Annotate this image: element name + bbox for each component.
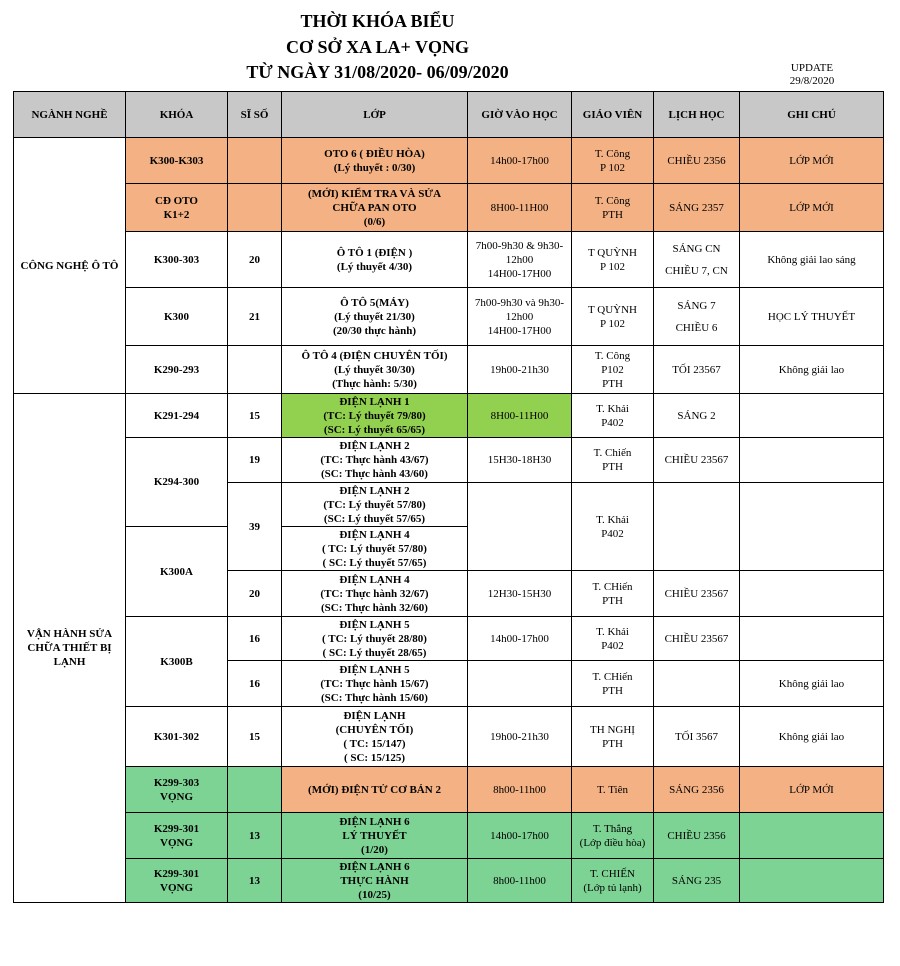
cell-line: TỐI 23567 bbox=[672, 363, 721, 376]
cell-line: 19h00-21h30 bbox=[490, 363, 549, 376]
cell-khoa bbox=[126, 184, 228, 232]
cell-line: (SC: Lý thuyết 57/65) bbox=[323, 512, 426, 525]
table-row bbox=[14, 707, 884, 767]
table-row bbox=[14, 138, 884, 184]
header-lop: LỚP bbox=[282, 92, 468, 138]
cell-line: T. Công bbox=[594, 147, 631, 160]
title-line-1: THỜI KHÓA BIỂU bbox=[300, 11, 455, 31]
cell-line: Ô TÔ 4 (ĐIỆN CHUYÊN TỐI) bbox=[301, 349, 448, 362]
cell-line: P102 bbox=[601, 363, 624, 376]
cell-lop bbox=[282, 571, 468, 617]
cell-line: ĐIỆN LẠNH 6 bbox=[339, 815, 410, 828]
cell-line: ĐIỆN LẠNH 5 bbox=[339, 618, 410, 631]
cell-gio bbox=[468, 617, 572, 661]
cell-gio bbox=[468, 394, 572, 438]
cell-ghichu bbox=[740, 571, 884, 617]
cell-lichhoc bbox=[654, 813, 740, 859]
cell-line: (0/6) bbox=[363, 215, 386, 228]
cell-lichhoc bbox=[654, 661, 740, 707]
cell-line: TỐI 3567 bbox=[674, 730, 719, 743]
cell-line: VỌNG bbox=[160, 790, 193, 803]
cell-khoa: K290-293 bbox=[126, 346, 228, 394]
cell-ghichu bbox=[740, 813, 884, 859]
cell-line: 14H00-17H00 bbox=[487, 324, 552, 337]
cell-giaovien bbox=[572, 232, 654, 288]
cell-siso: 13 bbox=[228, 859, 282, 903]
header-khoa: KHÓA bbox=[126, 92, 228, 138]
cell-lichhoc bbox=[654, 438, 740, 483]
cell-line: Ô TÔ 1 (ĐIỆN ) bbox=[336, 246, 413, 259]
cell-ghichu bbox=[740, 617, 884, 661]
cell-giaovien bbox=[572, 617, 654, 661]
cell-siso: 20 bbox=[228, 571, 282, 617]
cell-line: 8h00-11h00 bbox=[493, 874, 546, 887]
cell-siso: 39 bbox=[228, 483, 282, 571]
cell-line: Ô TÔ 5(MÁY) bbox=[340, 296, 409, 309]
cell-lichhoc bbox=[654, 232, 740, 288]
cell-line: 12h00 bbox=[505, 253, 534, 266]
cell-lichhoc bbox=[654, 767, 740, 813]
cell-line: P 102 bbox=[600, 260, 625, 273]
cell-line: CHIỀU 23567 bbox=[664, 454, 729, 466]
cell-line: P 102 bbox=[600, 161, 625, 174]
cell-giaovien bbox=[572, 438, 654, 483]
cell-line: CHIỀU 7, CN bbox=[665, 264, 728, 277]
cell-line: CHIỀU 2356 bbox=[667, 154, 726, 167]
cell-line: CHIỀU 2356 bbox=[667, 829, 726, 842]
cell-line: ĐIỆN LẠNH 1 bbox=[339, 395, 410, 408]
update-label: UPDATE bbox=[790, 62, 834, 74]
cell-line: THỰC HÀNH bbox=[340, 874, 409, 887]
cell-line: CĐ OTO bbox=[155, 194, 198, 207]
cell-lop bbox=[282, 232, 468, 288]
cell-lop bbox=[282, 527, 468, 571]
cell-ghichu: Không giải lao bbox=[740, 661, 884, 707]
cell-ghichu bbox=[740, 483, 884, 571]
table-row bbox=[14, 859, 884, 903]
cell-gio bbox=[468, 288, 572, 346]
cell-lop bbox=[282, 483, 468, 527]
title-line-3: TỪ NGÀY 31/08/2020- 06/09/2020 bbox=[246, 62, 509, 82]
cell-line: OTO 6 ( ĐIỀU HÒA) bbox=[324, 147, 425, 160]
cell-line: T QUỲNH bbox=[588, 303, 637, 316]
cell-siso bbox=[228, 138, 282, 184]
cell-lop bbox=[282, 438, 468, 483]
cell-line: 14h00-17h00 bbox=[490, 829, 549, 842]
cell-line: (1/20) bbox=[361, 843, 388, 856]
cell-gio bbox=[468, 571, 572, 617]
cell-khoa: K300 bbox=[126, 288, 228, 346]
cell-ghichu bbox=[740, 438, 884, 483]
header-ghichu: GHI CHÚ bbox=[740, 92, 884, 138]
cell-siso bbox=[228, 767, 282, 813]
cell-line: (MỚI) ĐIỆN TỬ CƠ BẢN 2 bbox=[308, 783, 441, 796]
cell-lop bbox=[282, 707, 468, 767]
cell-khoa: K300-303 bbox=[126, 232, 228, 288]
cell-line: SÁNG 2 bbox=[677, 409, 716, 422]
cell-giaovien bbox=[572, 394, 654, 438]
cell-lichhoc bbox=[654, 617, 740, 661]
cell-line: ĐIỆN LẠNH 5 bbox=[339, 663, 410, 676]
cell-line: (SC: Lý thuyết 65/65) bbox=[323, 423, 426, 436]
cell-line: (Lý thuyết 21/30) bbox=[334, 310, 415, 323]
cell-line: LÝ THUYẾT bbox=[342, 829, 407, 842]
cell-gio bbox=[468, 661, 572, 707]
cell-gio bbox=[468, 138, 572, 184]
cell-line: 12H30-15H30 bbox=[487, 587, 552, 600]
cell-line: 8H00-11H00 bbox=[490, 201, 549, 214]
cell-line: T. Khải bbox=[596, 402, 629, 415]
table-row bbox=[14, 813, 884, 859]
cell-line: (MỚI) KIỂM TRA VÀ SỬA bbox=[307, 187, 442, 200]
cell-lop bbox=[282, 661, 468, 707]
header-row bbox=[14, 92, 884, 138]
cell-line: SÁNG 2356 bbox=[669, 783, 724, 796]
cell-line: K299-303 bbox=[153, 776, 200, 789]
cell-line: T. Khải bbox=[596, 513, 629, 526]
cell-line: VỌNG bbox=[160, 836, 193, 849]
cell-line: (20/30 thực hành) bbox=[333, 324, 416, 337]
cell-line: (CHUYÊN TỐI) bbox=[335, 723, 414, 736]
cell-line: (Lý thuyết 4/30) bbox=[336, 260, 413, 273]
update-date: 29/8/2020 bbox=[789, 75, 835, 87]
cell-line: PTH bbox=[602, 684, 623, 697]
cell-line: 14h00-17h00 bbox=[490, 154, 549, 167]
schedule-table bbox=[13, 91, 884, 903]
cell-gio bbox=[468, 859, 572, 903]
cell-line: SÁNG 7 bbox=[677, 299, 716, 312]
major-lanh: VẬN HÀNH SỬA CHỮA THIẾT BỊ LẠNH bbox=[14, 394, 126, 903]
cell-line: CHIỀU 23567 bbox=[664, 587, 729, 600]
cell-line: (SC: Thực hành 43/60) bbox=[321, 468, 428, 480]
cell-ghichu: LỚP MỚI bbox=[740, 767, 884, 813]
cell-lop bbox=[282, 288, 468, 346]
table-row bbox=[14, 288, 884, 346]
cell-giaovien bbox=[572, 571, 654, 617]
cell-khoa: K301-302 bbox=[126, 707, 228, 767]
cell-line: (TC: Thực hành 43/67) bbox=[320, 454, 429, 466]
cell-siso: 15 bbox=[228, 707, 282, 767]
cell-line: SÁNG 235 bbox=[671, 874, 722, 887]
cell-khoa bbox=[126, 859, 228, 903]
cell-lop bbox=[282, 394, 468, 438]
cell-line: 19h00-21h30 bbox=[490, 730, 549, 743]
cell-khoa: K300B bbox=[126, 617, 228, 707]
cell-line: (Lý thuyết 30/30) bbox=[334, 363, 415, 376]
cell-ghichu: HỌC LÝ THUYẾT bbox=[740, 288, 884, 346]
table-row bbox=[14, 232, 884, 288]
cell-ghichu: LỚP MỚI bbox=[740, 184, 884, 232]
cell-line: T. CHiến bbox=[592, 670, 633, 683]
header-lichhoc: LỊCH HỌC bbox=[654, 92, 740, 138]
cell-line: (SC: Thực hành 32/60) bbox=[321, 601, 428, 614]
cell-line: (SC: Thực hành 15/60) bbox=[321, 691, 428, 704]
cell-line: CHIỀU 6 bbox=[675, 321, 718, 334]
cell-line: T. Khải bbox=[596, 625, 629, 638]
cell-gio bbox=[468, 346, 572, 394]
cell-line: (TC: Lý thuyết 57/80) bbox=[323, 498, 426, 511]
cell-line: ĐIỆN LẠNH 2 bbox=[339, 484, 410, 497]
cell-line: ĐIỆN LẠNH 4 bbox=[339, 528, 410, 541]
cell-line: ( SC: Lý thuyết 28/65) bbox=[322, 646, 427, 659]
header-giaovien: GIÁO VIÊN bbox=[572, 92, 654, 138]
cell-khoa bbox=[126, 813, 228, 859]
cell-ghichu: Không giải lao bbox=[740, 346, 884, 394]
cell-line: T. CHiến bbox=[592, 580, 633, 593]
cell-line: P 102 bbox=[600, 317, 625, 330]
cell-khoa: K291-294 bbox=[126, 394, 228, 438]
cell-line: (TC: Lý thuyết 79/80) bbox=[323, 409, 426, 422]
cell-line: 14H00-17H00 bbox=[487, 267, 552, 280]
table-row bbox=[14, 394, 884, 438]
cell-line: T QUỲNH bbox=[588, 246, 637, 259]
cell-gio bbox=[468, 767, 572, 813]
cell-gio bbox=[468, 707, 572, 767]
cell-siso: 16 bbox=[228, 661, 282, 707]
cell-lop bbox=[282, 767, 468, 813]
cell-line: PTH bbox=[602, 737, 623, 750]
cell-line: PTH bbox=[602, 377, 623, 390]
cell-siso: 13 bbox=[228, 813, 282, 859]
cell-line: ( TC: Lý thuyết 28/80) bbox=[322, 632, 427, 645]
cell-khoa: K294-300 bbox=[126, 438, 228, 527]
cell-lichhoc bbox=[654, 288, 740, 346]
cell-line: 7h00-9h30 và 9h30- bbox=[474, 296, 565, 309]
cell-line: 8h00-11h00 bbox=[493, 783, 546, 796]
cell-lichhoc bbox=[654, 707, 740, 767]
cell-giaovien bbox=[572, 813, 654, 859]
cell-line: T. Thắng bbox=[592, 822, 633, 835]
table-row bbox=[14, 617, 884, 661]
cell-line: T. Công bbox=[594, 194, 631, 207]
cell-giaovien bbox=[572, 859, 654, 903]
cell-line: PTH bbox=[602, 461, 623, 473]
table-row bbox=[14, 767, 884, 813]
cell-giaovien bbox=[572, 346, 654, 394]
cell-siso: 16 bbox=[228, 617, 282, 661]
cell-line: VỌNG bbox=[160, 881, 193, 894]
cell-line: K1+2 bbox=[163, 208, 190, 221]
cell-giaovien bbox=[572, 483, 654, 571]
cell-gio bbox=[468, 232, 572, 288]
cell-giaovien bbox=[572, 767, 654, 813]
cell-line: PTH bbox=[602, 594, 623, 607]
cell-line: P402 bbox=[601, 416, 624, 429]
cell-line: 14h00-17h00 bbox=[490, 632, 549, 645]
cell-line: T. Công bbox=[594, 349, 631, 362]
cell-line: 12h00 bbox=[505, 310, 534, 323]
cell-line: (Lớp tủ lạnh) bbox=[583, 881, 642, 894]
cell-line: SÁNG 2357 bbox=[669, 201, 724, 214]
cell-gio bbox=[468, 438, 572, 483]
cell-lichhoc bbox=[654, 138, 740, 184]
header-gio: GIỜ VÀO HỌC bbox=[468, 92, 572, 138]
header-nganh: NGÀNH NGHỀ bbox=[14, 92, 126, 138]
cell-giaovien bbox=[572, 138, 654, 184]
cell-line: K299-301 bbox=[153, 822, 200, 835]
cell-giaovien bbox=[572, 661, 654, 707]
cell-ghichu: Không giải lao bbox=[740, 707, 884, 767]
cell-lop bbox=[282, 859, 468, 903]
cell-lop bbox=[282, 138, 468, 184]
cell-siso: 21 bbox=[228, 288, 282, 346]
cell-lichhoc bbox=[654, 571, 740, 617]
cell-line: ( SC: 15/125) bbox=[343, 751, 406, 764]
cell-line: (TC: Thực hành 32/67) bbox=[320, 587, 429, 600]
cell-line: (Thực hành: 5/30) bbox=[332, 377, 417, 390]
cell-line: T. CHIẾN bbox=[589, 867, 635, 880]
cell-line: (10/25) bbox=[358, 888, 391, 901]
header-siso: SĨ SỐ bbox=[228, 92, 282, 138]
table-row bbox=[14, 346, 884, 394]
cell-line: P402 bbox=[601, 527, 624, 540]
cell-line: ĐIỆN LẠNH 4 bbox=[339, 573, 410, 586]
cell-siso: 20 bbox=[228, 232, 282, 288]
cell-khoa: K300A bbox=[126, 527, 228, 617]
cell-siso: 19 bbox=[228, 438, 282, 483]
cell-line: SÁNG CN bbox=[672, 242, 721, 255]
cell-gio bbox=[468, 813, 572, 859]
cell-ghichu: Không giải lao sáng bbox=[740, 232, 884, 288]
cell-siso bbox=[228, 184, 282, 232]
cell-lop bbox=[282, 617, 468, 661]
cell-line: ( TC: 15/147) bbox=[343, 737, 406, 750]
cell-line: ( TC: Lý thuyết 57/80) bbox=[322, 542, 427, 555]
cell-lichhoc bbox=[654, 346, 740, 394]
cell-line: T. Tiên bbox=[597, 783, 628, 796]
cell-ghichu bbox=[740, 859, 884, 903]
cell-line: ĐIỆN LẠNH 6 bbox=[339, 860, 410, 873]
cell-line: TH NGHỊ bbox=[590, 723, 635, 736]
table-row bbox=[14, 184, 884, 232]
cell-line: 8H00-11H00 bbox=[490, 409, 549, 422]
cell-lichhoc bbox=[654, 394, 740, 438]
table-row bbox=[14, 438, 884, 483]
cell-gio bbox=[468, 483, 572, 571]
cell-line: P402 bbox=[601, 639, 624, 652]
cell-lichhoc bbox=[654, 483, 740, 571]
update-note bbox=[770, 62, 854, 88]
cell-line: ĐIỆN LẠNH bbox=[343, 709, 406, 722]
cell-line: ( SC: Lý thuyết 57/65) bbox=[322, 556, 427, 569]
cell-lichhoc bbox=[654, 184, 740, 232]
major-oto: CÔNG NGHỆ Ô TÔ bbox=[14, 138, 126, 394]
cell-line: PTH bbox=[602, 208, 623, 221]
cell-ghichu: LỚP MỚI bbox=[740, 138, 884, 184]
cell-giaovien bbox=[572, 288, 654, 346]
cell-lichhoc bbox=[654, 859, 740, 903]
cell-lop bbox=[282, 184, 468, 232]
cell-lop bbox=[282, 346, 468, 394]
cell-siso bbox=[228, 346, 282, 394]
cell-line: (Lớp điều hòa) bbox=[579, 836, 646, 849]
cell-giaovien bbox=[572, 707, 654, 767]
cell-line: 7h00-9h30 & 9h30- bbox=[475, 239, 564, 252]
cell-line: ĐIỆN LẠNH 2 bbox=[339, 440, 410, 452]
cell-line: 15H30-18H30 bbox=[487, 454, 552, 466]
cell-ghichu bbox=[740, 394, 884, 438]
cell-line: K299-301 bbox=[153, 867, 200, 880]
cell-line: CHIỀU 23567 bbox=[664, 632, 729, 645]
cell-gio bbox=[468, 184, 572, 232]
cell-siso: 15 bbox=[228, 394, 282, 438]
cell-line: (TC: Thực hành 15/67) bbox=[320, 677, 429, 690]
title-line-2: CƠ SỞ XA LA+ VỌNG bbox=[286, 37, 469, 57]
cell-khoa bbox=[126, 767, 228, 813]
cell-line: CHỮA PAN OTO bbox=[332, 201, 417, 214]
cell-line: (Lý thuyết : 0/30) bbox=[333, 161, 416, 174]
cell-khoa: K300-K303 bbox=[126, 138, 228, 184]
cell-giaovien bbox=[572, 184, 654, 232]
cell-line: T. Chiến bbox=[593, 447, 632, 459]
cell-lop bbox=[282, 813, 468, 859]
